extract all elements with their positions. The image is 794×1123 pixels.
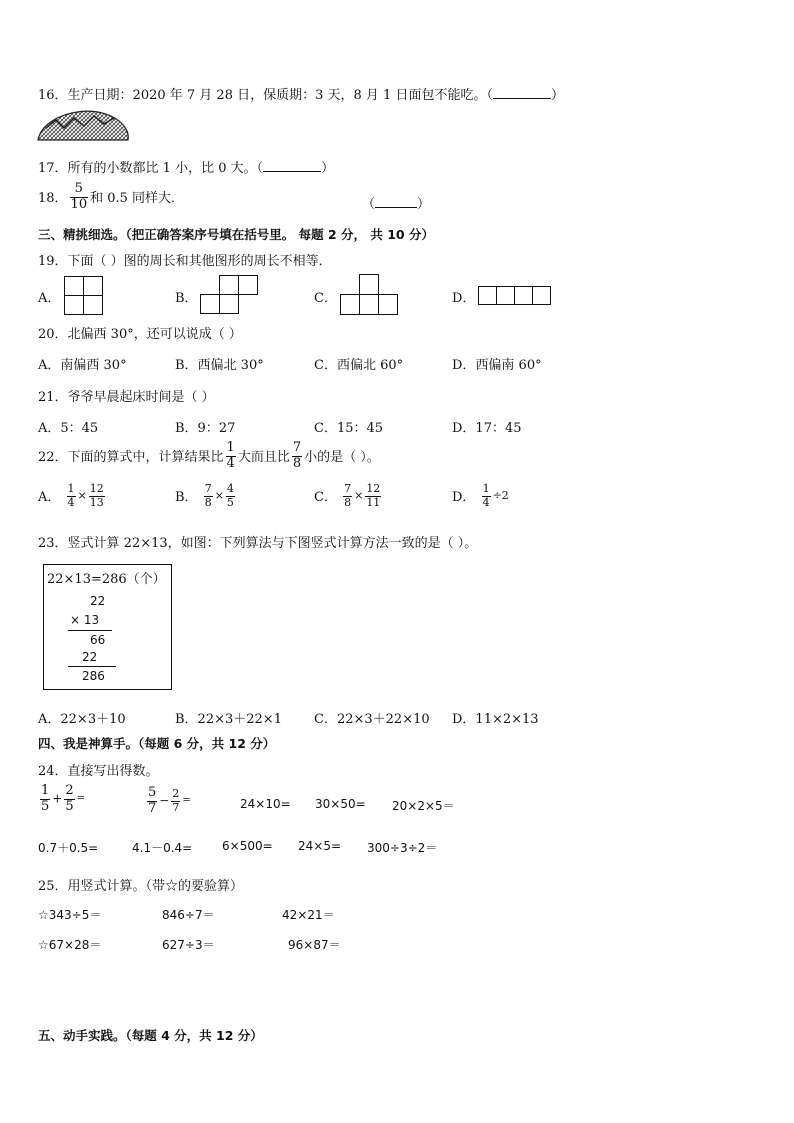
- calc-item: 6×500=: [222, 839, 273, 853]
- shape-c: [340, 274, 400, 320]
- fraction: $\frac{1}{4}$: [226, 440, 235, 471]
- option-b[interactable]: B．9：27: [175, 421, 236, 436]
- option-d[interactable]: D．11×2×13: [452, 712, 539, 727]
- option-b[interactable]: B．22×3＋22×1: [175, 712, 282, 727]
- option-d[interactable]: D．17：45: [452, 421, 522, 436]
- calc-item: ☆67×28＝: [38, 938, 102, 952]
- calc-item: $\frac{1}{5}$ + $\frac{2}{5}$ =: [41, 783, 86, 814]
- bread-image: [36, 106, 132, 150]
- option-a[interactable]: A．5：45: [38, 421, 99, 436]
- option-a[interactable]: A． $\frac{1}{4}$ × $\frac{12}{13}$: [38, 482, 104, 509]
- option-b[interactable]: B． $\frac{7}{8}$ × $\frac{4}{5}$: [175, 482, 234, 509]
- fraction: $\frac{5}{10}$: [70, 181, 88, 212]
- option-c[interactable]: C．西偏北 60°: [314, 358, 404, 373]
- calc-item: $\frac{5}{7}$ − $\frac{2}{7}$ =: [148, 785, 191, 816]
- answer-blank[interactable]: [263, 161, 321, 172]
- shape-b: [200, 275, 260, 319]
- option-c[interactable]: C．: [314, 291, 337, 306]
- question-20: 20．北偏西 30°，还可以说成（ ）: [38, 327, 242, 342]
- calc-item: 300÷3÷2＝: [367, 841, 438, 855]
- option-a[interactable]: A．22×3＋10: [38, 712, 126, 727]
- shape-a: [64, 276, 104, 320]
- question-16-text: 16．生产日期：2020 年 7 月 28 日，保质期：3 天，8 月 1 日面包不能吃。（: [38, 88, 493, 103]
- vertical-calculation-figure: 22×13=286（个） 22 × 13 66 22 286: [43, 564, 172, 690]
- question-19: 19．下面（ ）图的周长和其他图形的周长不相等．: [38, 254, 332, 269]
- calc-item: ☆343÷5＝: [38, 908, 102, 922]
- question-25: 25．用竖式计算。（带☆的要验算）: [38, 879, 244, 894]
- question-21: 21．爷爷早晨起床时间是（ ）: [38, 390, 215, 405]
- question-16: 16．生产日期：2020 年 7 月 28 日，保质期：3 天，8 月 1 日面包不能吃。（ ）: [38, 88, 564, 103]
- section-3-heading: 三、精挑细选。（把正确答案序号填在括号里。 每题 2 分， 共 10 分）: [38, 227, 434, 242]
- calc-item: 42×21＝: [282, 908, 335, 922]
- option-b[interactable]: B．: [175, 291, 198, 306]
- calc-item: 0.7＋0.5=: [38, 841, 99, 855]
- question-18: 18． $\frac{5}{10}$ 和 0.5 同样大．: [38, 181, 185, 212]
- calc-item: 627÷3＝: [162, 938, 215, 952]
- option-c[interactable]: C． $\frac{7}{8}$ × $\frac{12}{11}$: [314, 482, 381, 509]
- calc-item: 4.1－0.4=: [132, 841, 193, 855]
- calc-item: 24×5=: [298, 839, 342, 853]
- fraction: $\frac{7}{8}$: [292, 440, 302, 471]
- question-22: 22．下面的算式中，计算结果比 $\frac{1}{4}$ 大而且比 $\frac{7}{8}$ 小的是（ ）。: [38, 440, 380, 471]
- section-4-heading: 四、我是神算手。（每题 6 分，共 12 分）: [38, 736, 276, 751]
- option-d[interactable]: D．西偏南 60°: [452, 358, 542, 373]
- option-a[interactable]: A．南偏西 30°: [38, 358, 127, 373]
- question-23: 23．竖式计算 22×13，如图：下列算法与下图竖式计算方法一致的是（ ）。: [38, 536, 478, 551]
- answer-blank[interactable]: [493, 88, 551, 99]
- option-a[interactable]: A．: [38, 291, 61, 306]
- section-5-heading: 五、动手实践。（每题 4 分，共 12 分）: [38, 1028, 263, 1043]
- calc-item: 20×2×5＝: [392, 799, 455, 813]
- calc-item: 24×10=: [240, 797, 291, 811]
- option-d[interactable]: D． $\frac{1}{4}$ ÷2: [452, 482, 509, 509]
- calc-item: 96×87＝: [288, 938, 341, 952]
- calc-item: 846÷7＝: [162, 908, 215, 922]
- question-24: 24．直接写出得数。: [38, 764, 159, 779]
- option-c[interactable]: C．15：45: [314, 421, 384, 436]
- option-c[interactable]: C．22×3＋22×10: [314, 712, 430, 727]
- option-b[interactable]: B．西偏北 30°: [175, 358, 264, 373]
- option-d[interactable]: D．: [452, 291, 476, 306]
- question-17: 17．所有的小数都比 1 小，比 0 大。（ ）: [38, 161, 335, 176]
- answer-blank[interactable]: [375, 197, 417, 208]
- shape-d: [478, 286, 554, 312]
- calc-item: 30×50=: [315, 797, 366, 811]
- question-18-answer: （ ）: [362, 197, 431, 212]
